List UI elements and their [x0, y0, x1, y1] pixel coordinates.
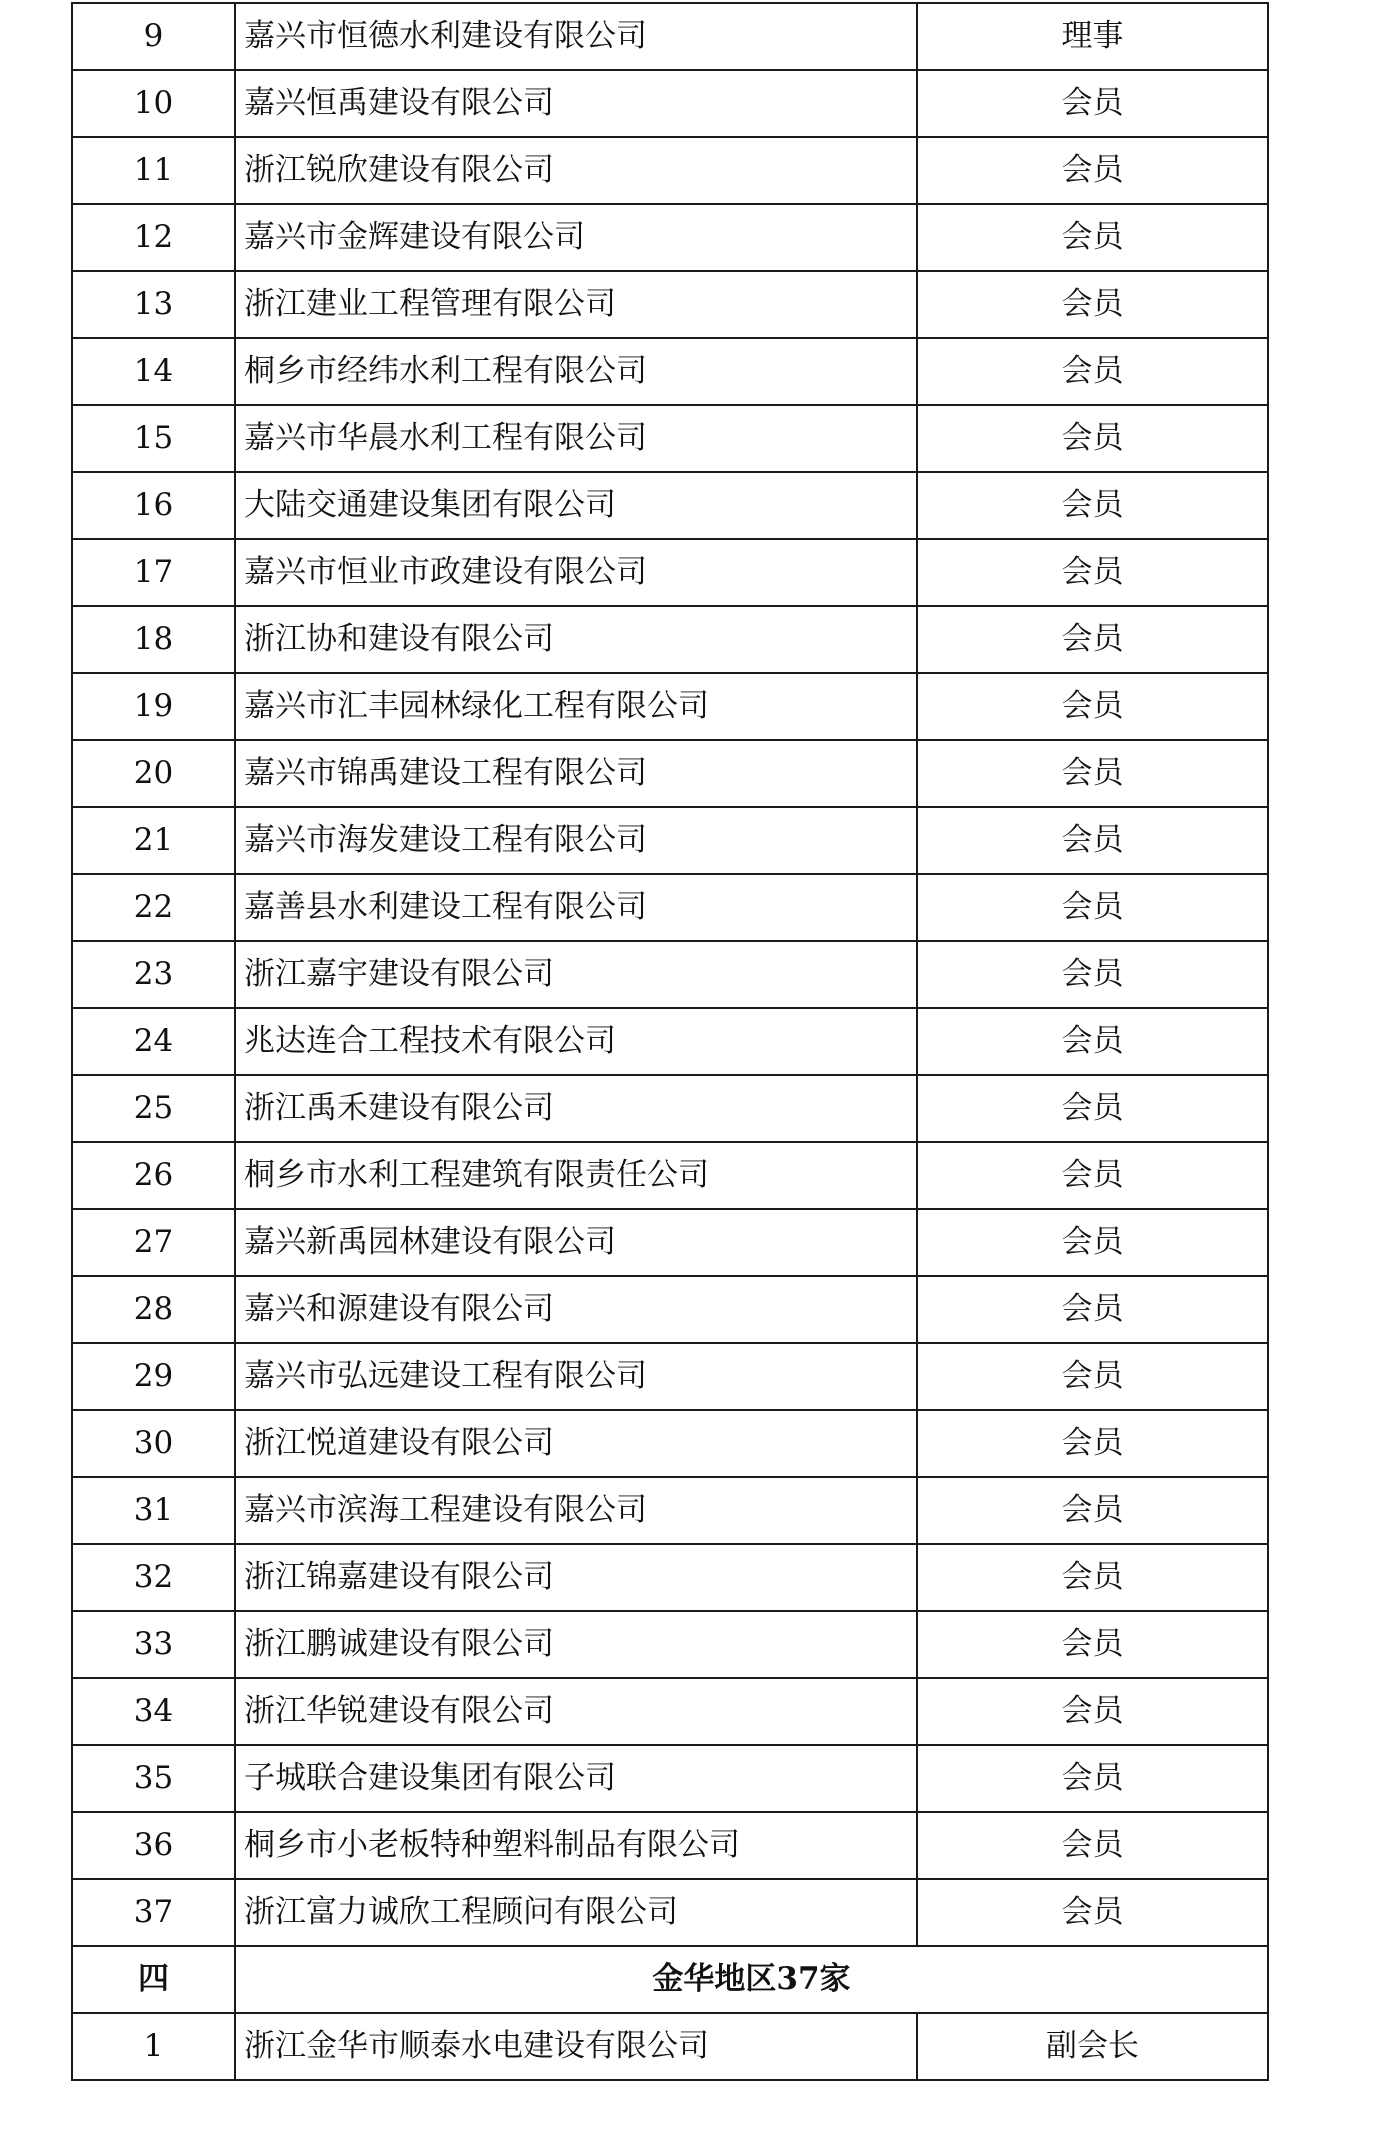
row-number: 19	[72, 673, 235, 740]
row-number: 9	[72, 3, 235, 70]
member-role: 会员	[917, 740, 1268, 807]
table-row	[72, 2013, 1268, 2080]
row-number: 36	[72, 1812, 235, 1879]
row-number: 25	[72, 1075, 235, 1142]
company-name: 兆达连合工程技术有限公司	[235, 1008, 917, 1075]
company-name: 浙江协和建设有限公司	[235, 606, 917, 673]
member-role: 会员	[917, 941, 1268, 1008]
company-name: 嘉兴市华晨水利工程有限公司	[235, 405, 917, 472]
member-role: 会员	[917, 1611, 1268, 1678]
member-role: 会员	[917, 807, 1268, 874]
member-role: 会员	[917, 472, 1268, 539]
table-row	[72, 606, 1268, 673]
row-number: 28	[72, 1276, 235, 1343]
member-role: 会员	[917, 1276, 1268, 1343]
company-name: 嘉兴恒禹建设有限公司	[235, 70, 917, 137]
member-role: 会员	[917, 1209, 1268, 1276]
table-row	[72, 271, 1268, 338]
row-number: 12	[72, 204, 235, 271]
table-row	[72, 1879, 1268, 1946]
member-role: 会员	[917, 1879, 1268, 1946]
row-number: 20	[72, 740, 235, 807]
company-name: 嘉兴和源建设有限公司	[235, 1276, 917, 1343]
row-number: 17	[72, 539, 235, 606]
row-number: 26	[72, 1142, 235, 1209]
table-row	[72, 1075, 1268, 1142]
table-row	[72, 3, 1268, 70]
company-name: 浙江建业工程管理有限公司	[235, 271, 917, 338]
section-header-row	[72, 1946, 1268, 2013]
company-name: 浙江嘉宇建设有限公司	[235, 941, 917, 1008]
row-number: 24	[72, 1008, 235, 1075]
table-row	[72, 740, 1268, 807]
table-row	[72, 1008, 1268, 1075]
member-role: 会员	[917, 1477, 1268, 1544]
company-name: 嘉兴市弘远建设工程有限公司	[235, 1343, 917, 1410]
company-name: 浙江禹禾建设有限公司	[235, 1075, 917, 1142]
table-row	[72, 807, 1268, 874]
member-role: 会员	[917, 338, 1268, 405]
row-number: 30	[72, 1410, 235, 1477]
table-row	[72, 1611, 1268, 1678]
row-number: 16	[72, 472, 235, 539]
member-role: 会员	[917, 1678, 1268, 1745]
section-number: 四	[72, 1946, 235, 2013]
table-row	[72, 1209, 1268, 1276]
member-role: 会员	[917, 1745, 1268, 1812]
table-row	[72, 1343, 1268, 1410]
table-row	[72, 1544, 1268, 1611]
company-name: 嘉兴市锦禹建设工程有限公司	[235, 740, 917, 807]
company-name: 浙江富力诚欣工程顾问有限公司	[235, 1879, 917, 1946]
member-role: 会员	[917, 1075, 1268, 1142]
table-row	[72, 673, 1268, 740]
member-table	[71, 2, 1269, 2081]
table-row	[72, 1745, 1268, 1812]
member-role: 会员	[917, 1410, 1268, 1477]
table-row	[72, 472, 1268, 539]
row-number: 34	[72, 1678, 235, 1745]
row-number: 11	[72, 137, 235, 204]
company-name: 桐乡市水利工程建筑有限责任公司	[235, 1142, 917, 1209]
member-role: 会员	[917, 405, 1268, 472]
member-role: 会员	[917, 271, 1268, 338]
member-role: 会员	[917, 539, 1268, 606]
company-name: 嘉兴市恒业市政建设有限公司	[235, 539, 917, 606]
member-role: 会员	[917, 1008, 1268, 1075]
row-number: 1	[72, 2013, 235, 2080]
company-name: 嘉兴市滨海工程建设有限公司	[235, 1477, 917, 1544]
row-number: 15	[72, 405, 235, 472]
company-name: 浙江悦道建设有限公司	[235, 1410, 917, 1477]
table-row	[72, 70, 1268, 137]
table-row	[72, 405, 1268, 472]
company-name: 浙江锐欣建设有限公司	[235, 137, 917, 204]
company-name: 浙江华锐建设有限公司	[235, 1678, 917, 1745]
section-title: 金华地区37家	[235, 1946, 1268, 2013]
company-name: 嘉兴市恒德水利建设有限公司	[235, 3, 917, 70]
row-number: 31	[72, 1477, 235, 1544]
row-number: 21	[72, 807, 235, 874]
company-name: 嘉兴市海发建设工程有限公司	[235, 807, 917, 874]
row-number: 32	[72, 1544, 235, 1611]
table-row	[72, 941, 1268, 1008]
table-row	[72, 137, 1268, 204]
row-number: 13	[72, 271, 235, 338]
table-row	[72, 874, 1268, 941]
member-role: 理事	[917, 3, 1268, 70]
table-row	[72, 1410, 1268, 1477]
company-name: 大陆交通建设集团有限公司	[235, 472, 917, 539]
company-name: 子城联合建设集团有限公司	[235, 1745, 917, 1812]
company-name: 嘉兴市汇丰园林绿化工程有限公司	[235, 673, 917, 740]
member-role: 会员	[917, 204, 1268, 271]
row-number: 37	[72, 1879, 235, 1946]
company-name: 嘉善县水利建设工程有限公司	[235, 874, 917, 941]
row-number: 27	[72, 1209, 235, 1276]
member-role: 会员	[917, 1142, 1268, 1209]
company-name: 桐乡市小老板特种塑料制品有限公司	[235, 1812, 917, 1879]
member-role: 会员	[917, 137, 1268, 204]
row-number: 23	[72, 941, 235, 1008]
member-role: 会员	[917, 1544, 1268, 1611]
member-role: 会员	[917, 1812, 1268, 1879]
table-row	[72, 1812, 1268, 1879]
member-role: 会员	[917, 673, 1268, 740]
table-row	[72, 539, 1268, 606]
row-number: 14	[72, 338, 235, 405]
row-number: 18	[72, 606, 235, 673]
company-name: 浙江金华市顺泰水电建设有限公司	[235, 2013, 917, 2080]
table-row	[72, 1142, 1268, 1209]
table-row	[72, 204, 1268, 271]
row-number: 10	[72, 70, 235, 137]
row-number: 22	[72, 874, 235, 941]
table-row	[72, 338, 1268, 405]
member-role: 副会长	[917, 2013, 1268, 2080]
company-name: 嘉兴市金辉建设有限公司	[235, 204, 917, 271]
table-row	[72, 1477, 1268, 1544]
company-name: 桐乡市经纬水利工程有限公司	[235, 338, 917, 405]
company-name: 浙江鹏诚建设有限公司	[235, 1611, 917, 1678]
member-role: 会员	[917, 874, 1268, 941]
member-role: 会员	[917, 70, 1268, 137]
member-table-body	[72, 3, 1268, 2080]
table-row	[72, 1276, 1268, 1343]
row-number: 35	[72, 1745, 235, 1812]
company-name: 浙江锦嘉建设有限公司	[235, 1544, 917, 1611]
row-number: 29	[72, 1343, 235, 1410]
member-role: 会员	[917, 606, 1268, 673]
row-number: 33	[72, 1611, 235, 1678]
company-name: 嘉兴新禹园林建设有限公司	[235, 1209, 917, 1276]
table-row	[72, 1678, 1268, 1745]
member-role: 会员	[917, 1343, 1268, 1410]
